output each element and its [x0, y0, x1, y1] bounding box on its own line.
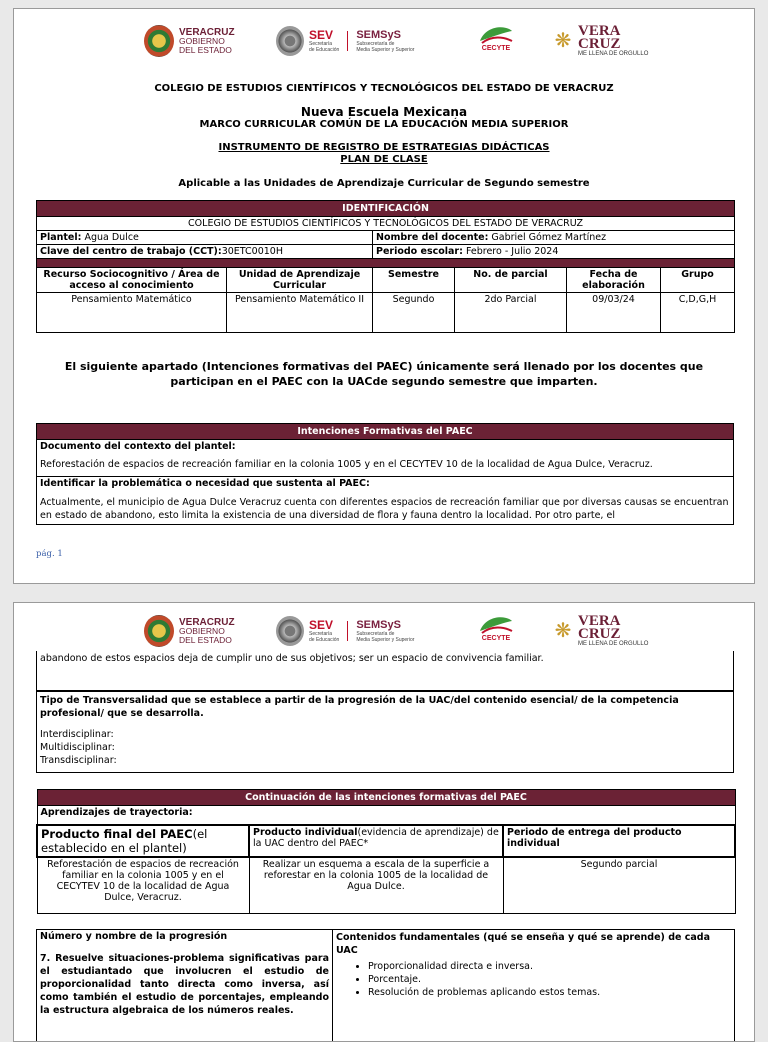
flower-icon: ❋ [552, 30, 574, 52]
header-logos [14, 613, 754, 653]
column-header: Grupo [661, 268, 735, 293]
veracruz-brand-logo [552, 25, 648, 57]
table-cell: Pensamiento Matemático II [227, 293, 373, 333]
logo-text: VERACRUZ [179, 28, 235, 37]
table-cell: C,D,G,H [661, 293, 735, 333]
progression-text: 7. Resuelve situaciones-problema significativas para el estudiantado que involucren el estudio de proporcionalidad tanto directa como inversa, así como también el estudio de porcentajes, empleando la estructura algebraica de los números reales. [40, 952, 329, 1017]
header-text: (el establecido en el plantel) [41, 827, 207, 855]
interdisciplinary-label: Interdisciplinar: [40, 728, 730, 741]
contents-list [336, 961, 731, 998]
header-logos [14, 23, 754, 63]
logo-text: ME LLENA DE ORGULLO [578, 51, 648, 57]
problem-text: Actualmente, el municipio de Agua Dulce Veracruz cuenta con diferentes espacios de recreación familiar que por diversas causas se encuentran en estado de abandono, esto limita la existencia de una diversidad de flora y fauna dentro la localidad. Por otro parte, el [37, 490, 734, 525]
paec-header: Intenciones Formativas del PAEC [37, 424, 734, 440]
final-product-value: Reforestación de espacios de recreación familiar en la colonia 1005 y en el CECYTEV 10 de la localidad de Agua Dulce, Veracruz. [37, 857, 249, 913]
field-value: Gabriel Gómez Martínez [488, 232, 606, 243]
logo-text: Secretaría [309, 631, 339, 637]
contents-cell [333, 930, 735, 1042]
logo-text: Media Superior y Superior [356, 637, 414, 643]
doc-label: Documento del contexto del plantel: [37, 440, 734, 454]
trajectory-label: Aprendizajes de trayectoria: [37, 806, 735, 826]
problem-label: Identificar la problemática o necesidad que sustenta al PAEC: [37, 477, 734, 491]
continuation-header: Continuación de las intenciones formativas del PAEC [37, 790, 735, 806]
table-cell: 09/03/24 [567, 293, 661, 333]
clave-cell [37, 245, 373, 259]
paec-notice: El siguiente apartado (Intenciones formativas del PAEC) únicamente será llenado por los docentes que participan en el PAEC con la UACde segundo semestre que imparten. [36, 359, 732, 389]
logo-text: CRUZ [578, 38, 648, 51]
applicable-text: Aplicable a las Unidades de Aprendizaje Curricular de Segundo semestre [14, 178, 754, 189]
individual-product-value: Realizar un esquema a escala de la superficie a reforestar en la colonia 1005 de la localidad de Agua Dulce. [249, 857, 503, 913]
logo-text: CECYTE [482, 45, 510, 52]
logo-text: CRUZ [578, 628, 648, 641]
individual-product-header [249, 825, 503, 857]
header-text: (evidencia de aprendizaje) de la UAC dentro del PAEC* [253, 827, 499, 849]
divider-band [37, 259, 735, 268]
national-seal-icon [276, 616, 304, 646]
document-page-1 [13, 8, 755, 584]
identification-header: IDENTIFICACIÓN [37, 201, 735, 217]
logo-text: GOBIERNO [179, 37, 235, 46]
field-label: Nombre del docente: [376, 232, 488, 243]
contents-label: Contenidos fundamentales (qué se enseña y qué se aprende) de cada UAC [336, 931, 731, 957]
continuation-table [36, 789, 736, 914]
logo-text: Media Superior y Superior [356, 47, 414, 53]
state-seal-icon [144, 25, 174, 57]
logo-text: SEV [309, 30, 339, 41]
final-product-header [37, 825, 249, 857]
identification-table [36, 200, 735, 333]
transdisciplinary-label: Transdisciplinar: [40, 754, 730, 767]
multidisciplinary-label: Multidisciplinar: [40, 741, 730, 754]
sev-logo [276, 26, 414, 56]
table-cell: Segundo [373, 293, 455, 333]
plan-title: PLAN DE CLASE [14, 154, 754, 165]
logo-text: ME LLENA DE ORGULLO [578, 641, 648, 647]
veracruz-brand-logo [552, 615, 648, 647]
paec-table [36, 423, 734, 525]
column-header: No. de parcial [455, 268, 567, 293]
college-row: COLEGIO DE ESTUDIOS CIENTÍFICOS Y TECNOLÓGICOS DEL ESTADO DE VERACRUZ [37, 217, 735, 231]
sev-logo [276, 616, 414, 646]
continued-paragraph: abandono de estos espacios deja de cumplir uno de sus objetivos; ser un espacio de convivencia familiar. [40, 653, 544, 664]
veracruz-government-logo [144, 615, 235, 647]
logo-text: SEMSyS [356, 620, 414, 631]
transversality-label: Tipo de Transversalidad que se establece a partir de la progresión de la UAC/del contenido esencial/ de la competencia profesional/ que se desarrolla. [40, 694, 730, 720]
header-text: Producto individual [253, 827, 358, 838]
column-header: Unidad de Aprendizaje Curricular [227, 268, 373, 293]
docente-cell [373, 231, 735, 245]
logo-text: VERA [578, 25, 648, 38]
logo-text: SEMSyS [356, 30, 414, 41]
field-value: Agua Dulce [81, 232, 138, 243]
cecyte-logo [476, 23, 516, 52]
nem-title: Nueva Escuela Mexicana [14, 105, 754, 119]
logo-text: Subsecretaría de [356, 631, 414, 637]
college-title: COLEGIO DE ESTUDIOS CIENTÍFICOS Y TECNOLÓGICOS DEL ESTADO DE VERACRUZ [14, 83, 754, 94]
column-header: Recurso Sociocognitivo / Área de acceso al conocimiento [37, 268, 227, 293]
flower-icon: ❋ [552, 620, 574, 642]
field-label: Clave del centro de trabajo (CCT): [40, 246, 222, 257]
list-item: • Resolución de problemas aplicando estos temas. [368, 987, 731, 998]
progression-table [36, 929, 735, 1042]
table-cell: 2do Parcial [455, 293, 567, 333]
logo-text: Secretaría [309, 41, 339, 47]
logo-text: DEL ESTADO [179, 46, 235, 55]
logo-text: GOBIERNO [179, 627, 235, 636]
transversality-box [36, 691, 734, 773]
column-header: Semestre [373, 268, 455, 293]
cecyte-logo [476, 613, 516, 642]
logo-text: CECYTE [482, 635, 510, 642]
column-header: Fecha de elaboración [567, 268, 661, 293]
header-text: Producto final del PAEC [41, 827, 193, 841]
logo-text: VERACRUZ [179, 618, 235, 627]
delivery-period-header: Periodo de entrega del producto individual [503, 825, 735, 857]
periodo-cell [373, 245, 735, 259]
page-number: pág. 1 [36, 549, 63, 559]
leaf-icon [476, 23, 516, 45]
plantel-cell [37, 231, 373, 245]
instrument-title: INSTRUMENTO DE REGISTRO DE ESTRATEGIAS DIDÁCTICAS [14, 142, 754, 153]
logo-text: de Educación [309, 637, 339, 643]
doc-text: Reforestación de espacios de recreación familiar en la colonia 1005 y en el CECYTEV 10 de la localidad de Agua Dulce, Veracruz. [37, 453, 734, 477]
progression-cell [37, 930, 333, 1042]
field-label: Periodo escolar: [376, 246, 463, 257]
field-value: 30ETC0010H [222, 246, 283, 257]
continued-text [36, 651, 734, 691]
state-seal-icon [144, 615, 174, 647]
logo-text: DEL ESTADO [179, 636, 235, 645]
list-item: • Porcentaje. [368, 974, 731, 985]
leaf-icon [476, 613, 516, 635]
delivery-period-value: Segundo parcial [503, 857, 735, 913]
national-seal-icon [276, 26, 304, 56]
field-label: Plantel: [40, 232, 81, 243]
logo-text: SEV [309, 620, 339, 631]
veracruz-government-logo [144, 25, 235, 57]
table-cell: Pensamiento Matemático [37, 293, 227, 333]
logo-text: VERA [578, 615, 648, 628]
field-value: Febrero - Julio 2024 [463, 246, 558, 257]
progression-label: Número y nombre de la progresión [40, 931, 329, 942]
logo-text: Subsecretaría de [356, 41, 414, 47]
document-page-2 [13, 602, 755, 1042]
mcc-title: MARCO CURRICULAR COMÚN DE LA EDUCACIÓN MEDIA SUPERIOR [14, 119, 754, 130]
list-item: • Proporcionalidad directa e inversa. [368, 961, 731, 972]
logo-text: de Educación [309, 47, 339, 53]
